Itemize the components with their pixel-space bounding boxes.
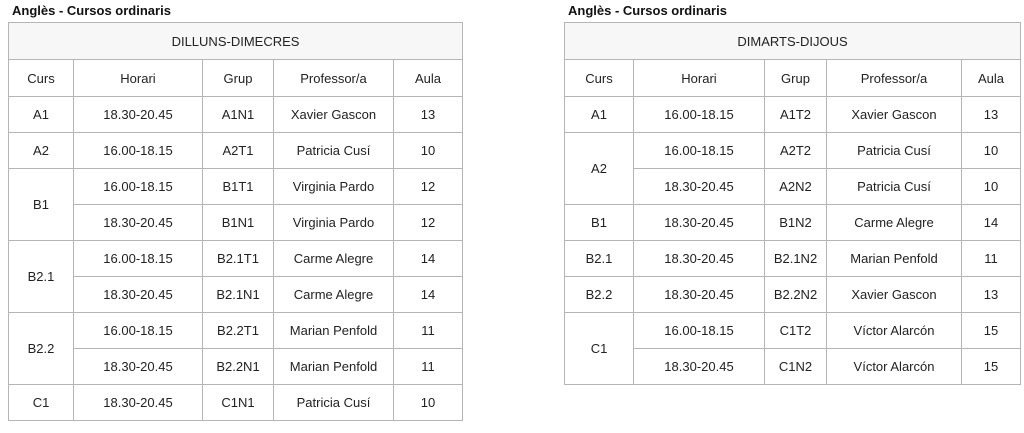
time-cell: 18.30-20.45 bbox=[634, 241, 765, 277]
teacher-cell: Marian Penfold bbox=[274, 313, 394, 349]
course-cell: A1 bbox=[9, 97, 74, 133]
course-cell: B1 bbox=[9, 169, 74, 241]
room-cell: 10 bbox=[394, 133, 463, 169]
day-group-header: DILLUNS-DIMECRES bbox=[9, 23, 463, 60]
table-row bbox=[565, 241, 1021, 277]
teacher-cell: Virginia Pardo bbox=[274, 205, 394, 241]
group-cell: A2N2 bbox=[765, 169, 827, 205]
room-cell: 12 bbox=[394, 169, 463, 205]
room-cell: 14 bbox=[394, 241, 463, 277]
room-cell: 15 bbox=[962, 349, 1021, 385]
time-cell: 16.00-18.15 bbox=[74, 133, 203, 169]
table-row bbox=[565, 277, 1021, 313]
course-cell: B1 bbox=[565, 205, 634, 241]
table-row bbox=[9, 169, 463, 205]
table-row bbox=[565, 205, 1021, 241]
group-cell: B1N2 bbox=[765, 205, 827, 241]
group-cell: B2.2N2 bbox=[765, 277, 827, 313]
group-cell: B2.2N1 bbox=[203, 349, 274, 385]
room-cell: 13 bbox=[962, 277, 1021, 313]
teacher-cell: Marian Penfold bbox=[827, 241, 962, 277]
time-cell: 18.30-20.45 bbox=[74, 277, 203, 313]
time-cell: 18.30-20.45 bbox=[74, 385, 203, 421]
table-row bbox=[9, 385, 463, 421]
table-row bbox=[565, 97, 1021, 133]
column-header: Curs bbox=[565, 60, 634, 97]
teacher-cell: Xavier Gascon bbox=[274, 97, 394, 133]
schedule-table bbox=[564, 22, 1021, 385]
section-heading: Anglès - Cursos ordinaris bbox=[12, 3, 171, 18]
time-cell: 16.00-18.15 bbox=[634, 133, 765, 169]
time-cell: 16.00-18.15 bbox=[74, 169, 203, 205]
group-cell: B2.2T1 bbox=[203, 313, 274, 349]
group-cell: A2T2 bbox=[765, 133, 827, 169]
time-cell: 18.30-20.45 bbox=[634, 277, 765, 313]
group-cell: B1N1 bbox=[203, 205, 274, 241]
group-cell: C1N1 bbox=[203, 385, 274, 421]
room-cell: 13 bbox=[394, 97, 463, 133]
table-row bbox=[565, 169, 1021, 205]
course-cell: B2.1 bbox=[9, 241, 74, 313]
table-row bbox=[565, 349, 1021, 385]
time-cell: 18.30-20.45 bbox=[74, 97, 203, 133]
schedule-table bbox=[8, 22, 463, 421]
teacher-cell: Patricia Cusí bbox=[274, 385, 394, 421]
column-header: Professor/a bbox=[827, 60, 962, 97]
room-cell: 11 bbox=[394, 313, 463, 349]
time-cell: 18.30-20.45 bbox=[634, 349, 765, 385]
teacher-cell: Víctor Alarcón bbox=[827, 349, 962, 385]
group-cell: A1T2 bbox=[765, 97, 827, 133]
course-cell: A2 bbox=[9, 133, 74, 169]
column-header: Horari bbox=[634, 60, 765, 97]
table-row bbox=[9, 313, 463, 349]
course-cell: A1 bbox=[565, 97, 634, 133]
room-cell: 11 bbox=[962, 241, 1021, 277]
time-cell: 18.30-20.45 bbox=[634, 205, 765, 241]
table-row bbox=[9, 205, 463, 241]
column-header: Curs bbox=[9, 60, 74, 97]
room-cell: 10 bbox=[394, 385, 463, 421]
course-cell: B2.2 bbox=[9, 313, 74, 385]
group-cell: C1N2 bbox=[765, 349, 827, 385]
day-group-header: DIMARTS-DIJOUS bbox=[565, 23, 1021, 60]
room-cell: 10 bbox=[962, 133, 1021, 169]
time-cell: 16.00-18.15 bbox=[634, 313, 765, 349]
column-header: Aula bbox=[394, 60, 463, 97]
table-row bbox=[9, 97, 463, 133]
group-cell: B2.1N1 bbox=[203, 277, 274, 313]
table-row bbox=[9, 241, 463, 277]
schedule-block-left bbox=[8, 0, 462, 421]
group-cell: A1N1 bbox=[203, 97, 274, 133]
column-header: Professor/a bbox=[274, 60, 394, 97]
table-row bbox=[9, 277, 463, 313]
teacher-cell: Patricia Cusí bbox=[827, 169, 962, 205]
course-cell: C1 bbox=[565, 313, 634, 385]
teacher-cell: Virginia Pardo bbox=[274, 169, 394, 205]
table-row bbox=[565, 133, 1021, 169]
group-cell: B2.1T1 bbox=[203, 241, 274, 277]
room-cell: 10 bbox=[962, 169, 1021, 205]
course-cell: B2.2 bbox=[565, 277, 634, 313]
time-cell: 16.00-18.15 bbox=[74, 241, 203, 277]
section-heading: Anglès - Cursos ordinaris bbox=[568, 3, 727, 18]
table-row bbox=[9, 349, 463, 385]
room-cell: 13 bbox=[962, 97, 1021, 133]
group-cell: A2T1 bbox=[203, 133, 274, 169]
teacher-cell: Carme Alegre bbox=[274, 241, 394, 277]
table-row bbox=[565, 313, 1021, 349]
column-header: Grup bbox=[203, 60, 274, 97]
time-cell: 18.30-20.45 bbox=[634, 169, 765, 205]
teacher-cell: Carme Alegre bbox=[274, 277, 394, 313]
time-cell: 16.00-18.15 bbox=[74, 313, 203, 349]
column-header: Grup bbox=[765, 60, 827, 97]
room-cell: 11 bbox=[394, 349, 463, 385]
teacher-cell: Marian Penfold bbox=[274, 349, 394, 385]
teacher-cell: Xavier Gascon bbox=[827, 97, 962, 133]
teacher-cell: Carme Alegre bbox=[827, 205, 962, 241]
teacher-cell: Patricia Cusí bbox=[274, 133, 394, 169]
teacher-cell: Xavier Gascon bbox=[827, 277, 962, 313]
group-cell: C1T2 bbox=[765, 313, 827, 349]
time-cell: 18.30-20.45 bbox=[74, 349, 203, 385]
time-cell: 18.30-20.45 bbox=[74, 205, 203, 241]
teacher-cell: Patricia Cusí bbox=[827, 133, 962, 169]
course-cell: A2 bbox=[565, 133, 634, 205]
column-header: Aula bbox=[962, 60, 1021, 97]
group-cell: B1T1 bbox=[203, 169, 274, 205]
schedule-block-right bbox=[564, 0, 1020, 385]
teacher-cell: Víctor Alarcón bbox=[827, 313, 962, 349]
room-cell: 14 bbox=[394, 277, 463, 313]
time-cell: 16.00-18.15 bbox=[634, 97, 765, 133]
group-cell: B2.1N2 bbox=[765, 241, 827, 277]
course-cell: C1 bbox=[9, 385, 74, 421]
room-cell: 15 bbox=[962, 313, 1021, 349]
table-row bbox=[9, 133, 463, 169]
room-cell: 14 bbox=[962, 205, 1021, 241]
course-cell: B2.1 bbox=[565, 241, 634, 277]
column-header: Horari bbox=[74, 60, 203, 97]
room-cell: 12 bbox=[394, 205, 463, 241]
